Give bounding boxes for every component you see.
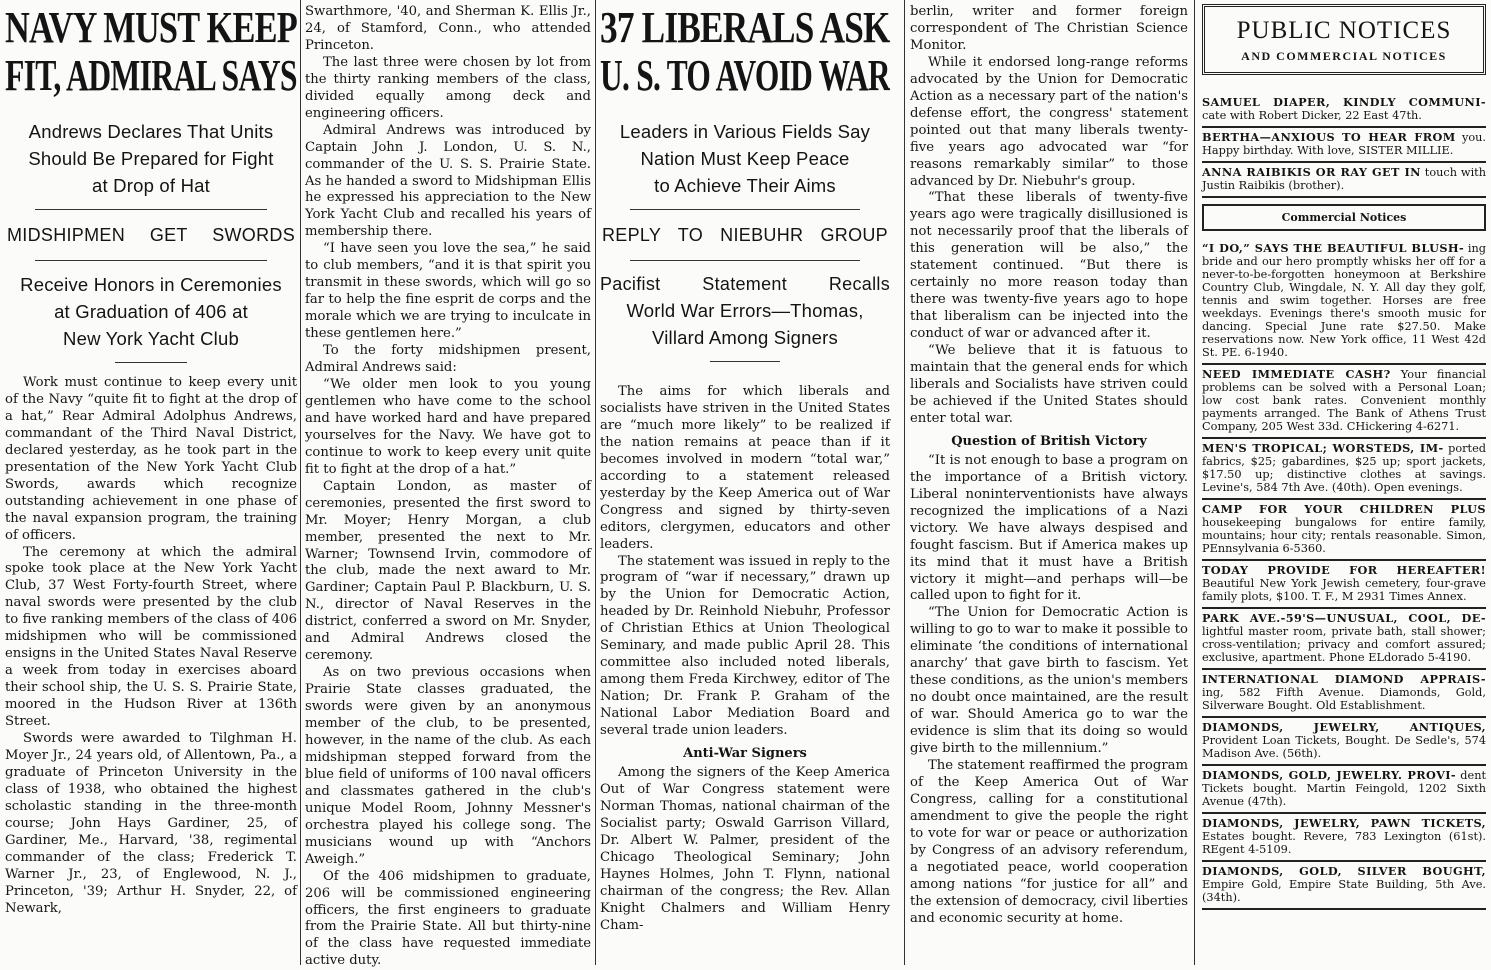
- notice-body: Provident Loan Tickets, Bought. De Sedle's, 574 Madison Ave. (56th).: [1202, 734, 1486, 760]
- notice-lead: BERTHA—ANXIOUS TO HEAR FROM: [1202, 130, 1456, 144]
- article-liberals-column-2: [910, 4, 1188, 928]
- paragraph: “I have seen you love the sea,” he said to club members, “and it is that spirit you transmit in these swords, which will go so far to help the fine esprit de corps and the morale which we are trying to inculcate in these gentlemen here.”: [305, 241, 591, 342]
- deck-line: Pacifist Statement Recalls: [600, 274, 890, 294]
- notice-lead: DIAMONDS, GOLD, JEWELRY. PROVI-: [1202, 768, 1457, 782]
- deck-line: Receive Honors in Ceremonies: [20, 274, 282, 295]
- public-notices-column: [1202, 4, 1486, 910]
- notice-body: dent Tickets bought. Martin Feingold, 1202 Sixth Avenue (47th).: [1202, 769, 1487, 808]
- notice-body: ing bride and our hero promptly whisks her off for a never-to-be-forgotten honeymoon at Berkshire Country Club, Wingdale, N. Y. All day they golf, tennis and swim together. Horses are free weekdays. Evenings there's smooth music for dancing. Special June rate $27.50. Make reservations now. New York office, 11 West 42d St. PE. 6-1940.: [1202, 242, 1486, 359]
- deck: [600, 118, 890, 199]
- notice-item: [1202, 718, 1486, 766]
- notice-lead: ANNA RAIBIKIS OR RAY GET IN: [1202, 165, 1421, 179]
- paragraph: Captain London, as master of ceremonies, presented the first sword to Mr. Moyer; Henry Morgan, a club member, presented the next to Mr. Warner; Townsend Irvin, commodore of the club, made the next award to Mr. Gardiner; Captain Paul P. Blackburn, U. S. N., director of Naval Reserves in the district, conferred a sword on Mr. Snyder, and Admiral Andrews closed the ceremony.: [305, 478, 591, 664]
- paragraph: “It is not enough to base a program on the importance of a British victory. Liberal noninterventionists have always recognized the implications of a Nazi victory. We have always despised and fought fascism. But if America makes up its mind that it must have a British victory it might—and perhaps will—be called upon to fight for it.: [910, 452, 1188, 604]
- notice-body: lightful master room, private bath, stall shower; cross-ventilation; privacy and comfort assured; exclusive, apartment. Phone ELdorado 5-4190.: [1202, 625, 1486, 664]
- divider: [630, 209, 860, 210]
- notice-lead: NEED IMMEDIATE CASH?: [1202, 367, 1391, 381]
- paragraph: “The Union for Democratic Action is willing to go to war to make it possible to eliminate ‘the conditions of international anarchy’ that gave birth to fascism. Yet these conditions, as the union's members no doubt once maintained, are the result of war. Should America go to war the evidence is slim that its doing so would give birth to the millennium.”: [910, 605, 1188, 757]
- notice-body: ing, 582 Fifth Avenue. Diamonds, Gold, Silverware Bought. Old Establishment.: [1202, 686, 1486, 712]
- deck-2: [5, 271, 297, 352]
- deck-line: at Drop of Hat: [92, 175, 210, 196]
- notice-lead: MEN'S TROPICAL; WORSTEDS, IM-: [1202, 441, 1444, 455]
- notice-body: touch with Justin Raibikis (brother).: [1202, 166, 1486, 192]
- notice-lead: DIAMONDS, JEWELRY, ANTIQUES,: [1202, 720, 1486, 734]
- commercial-notices-label: Commercial Notices: [1202, 204, 1486, 231]
- article-body: [910, 4, 1188, 928]
- notice-body: cate with Robert Dicker, 22 East 47th.: [1202, 109, 1422, 122]
- article-body: [305, 4, 591, 970]
- notice-body: Beautiful New York Jewish cemetery, four-grave family plots, $100. T. F., M 2931 Times Annex.: [1202, 577, 1486, 603]
- column-rule: [595, 0, 596, 965]
- article-liberals-column-1: [600, 4, 890, 935]
- notice-item: [1202, 239, 1486, 365]
- article-navy-column-2: [305, 4, 591, 970]
- public-notices-list: [1202, 93, 1486, 198]
- headline-line: U. S. TO AVOID WAR: [600, 52, 890, 100]
- paragraph: Among the signers of the Keep America Out of War Congress statement were Norman Thomas, national chairman of the Socialist party; Oswald Garrison Villard, Dr. Albert W. Palmer, president of the Chicago Theological Seminary; John Haynes Holmes, John T. Flynn, national chairman of the congress; the Rev. Allan Knight Chalmers and William Henry Cham-: [600, 765, 890, 933]
- paragraph: Swords were awarded to Tilghman H. Moyer Jr., 24 years old, of Allentown, Pa., a graduate of Princeton University in the class of 1938, who obtained the highest scholastic standing in the three-month course; John Hays Gardiner, 25, of Gardiner, Me., Harvard, '38, regimental commander of the class; Frederick T. Warner Jr., 23, of Englewood, N. J., Princeton, '39; Arthur H. Snyder, 22, of Newark,: [5, 731, 297, 916]
- notice-body: Empire Gold, Empire State Building, 5th Ave. (34th).: [1202, 878, 1486, 904]
- notice-item: [1202, 163, 1486, 198]
- article-body: [5, 375, 297, 918]
- column-rule: [300, 0, 301, 965]
- notice-item: [1202, 670, 1486, 718]
- divider: [115, 362, 187, 363]
- paragraph: The last three were chosen by lot from the thirty ranking members of the class, divided equally among deck and engineering officers.: [305, 54, 591, 121]
- headline-line: NAVY MUST KEEP: [5, 4, 297, 52]
- paragraph: The statement was issued in reply to the program of “war if necessary,” drawn up by the Union for Democratic Action, headed by Dr. Reinhold Niebuhr, Professor of Christian Ethics at Union Theological Seminary, and made public April 28. This committee also included noted liberals, among them Freda Kirchwey, editor of The Nation; Dr. Frank P. Graham of the National Labor Mediation Board and several trade union leaders.: [600, 553, 890, 739]
- section-heading: Question of British Victory: [951, 433, 1147, 449]
- deck-2: [600, 271, 890, 351]
- paragraph: berlin, writer and former foreign correspondent of The Christian Science Monitor.: [910, 4, 1188, 53]
- public-notices-header: [1202, 4, 1486, 75]
- notice-item: [1202, 814, 1486, 862]
- deck-line: Leaders in Various Fields Say: [619, 121, 871, 142]
- notice-item: [1202, 365, 1486, 439]
- notice-item: [1202, 128, 1486, 163]
- divider: [710, 361, 780, 362]
- deck-line: to Achieve Their Aims: [654, 175, 836, 196]
- deck-line: New York Yacht Club: [63, 328, 239, 349]
- notice-lead: SAMUEL DIAPER, KINDLY COMMUNI-: [1202, 95, 1486, 109]
- column-rule: [904, 0, 905, 965]
- notices-title: PUBLIC NOTICES: [1236, 17, 1452, 44]
- notice-item: [1202, 439, 1486, 500]
- deck-line: Andrews Declares That Units: [28, 121, 274, 142]
- subhead: REPLY TO NIEBUHR GROUP: [602, 225, 888, 245]
- notice-lead: DIAMONDS, JEWELRY, PAWN TICKETS,: [1202, 816, 1486, 830]
- notice-item: [1202, 500, 1486, 561]
- paragraph: While it endorsed long-range reforms advocated by the Union for Democratic Action as a necessary part of the nation's defense effort, the congress' statement pointed out that many liberals twenty-five years ago advocated war “for reasons remarkably similar” to those advanced by Dr. Niebuhr's group.: [910, 54, 1188, 189]
- paragraph: Work must continue to keep every unit of the Navy “quite fit to fight at the drop of a hat,” Rear Admiral Adolphus Andrews, commandant of the Third Naval District, declared yesterday, as he took part in the presentation of the New York Yacht Club Swords, awards which recognize outstanding achievement in one phase of the naval expansion program, the training of officers.: [5, 375, 297, 543]
- paragraph: As on two previous occasions when Prairie State classes graduated, the swords were given by an anonymous member of the club, to be presented, however, in the name of the club. As each midshipman stepped forward from the blue field of uniforms of 100 naval officers and classmates gathered in the club's unique Model Room, Johnny Messner's orchestra played his college song. The musicians wound up with “Anchors Aweigh.”: [305, 665, 591, 867]
- divider: [35, 209, 267, 210]
- notice-lead: INTERNATIONAL DIAMOND APPRAIS-: [1202, 672, 1486, 686]
- notice-body: ported fabrics, $25; gabardines, $25 up; sport jackets, $17.50 up; distinctive clothes at savings. Levine's, 584 7th Ave. (40th). Open evenings.: [1202, 442, 1487, 494]
- deck: [5, 118, 297, 199]
- paragraph: “That these liberals of twenty-five years ago were tragically disillusioned is not necessarily proof that the liberals of this generation will be also,” the statement continued. “But there is certainly no more reason today than there was twenty-five years ago to hope that liberalism can be injected into the conduct of war or advanced after it.: [910, 190, 1188, 342]
- deck-line: at Graduation of 406 at: [54, 301, 248, 322]
- notice-body: Estates bought. Revere, 783 Lexington (61st). REgent 4-5109.: [1202, 830, 1486, 856]
- notice-lead: “I DO,” SAYS THE BEAUTIFUL BLUSH-: [1202, 241, 1465, 255]
- notice-body: you. Happy birthday. With love, SISTER MILLIE.: [1202, 131, 1486, 157]
- paragraph: The aims for which liberals and socialists have striven in the United States are “much more likely” to be realized if the nation remains at peace than if it becomes involved in modern “total war,” according to a statement released yesterday by the Keep America out of War Congress and signed by thirty-seven editors, clergymen, educators and other leaders.: [600, 384, 890, 552]
- notice-item: [1202, 609, 1486, 670]
- paragraph: “We older men look to you young gentlemen who have come to the school and have worked hard and have prepared yourselves for the Navy. We have got to continue to work to keep every unit quite fit to fight at the drop of a hat.”: [305, 376, 591, 477]
- paragraph: “We believe that it is fatuous to maintain that the general ends for which liberals and Socialists have striven could be achieved if the United States should enter total war.: [910, 343, 1188, 426]
- article-body: [600, 384, 890, 935]
- notices-subtitle: AND COMMERCIAL NOTICES: [1241, 49, 1447, 63]
- notice-item: [1202, 766, 1486, 814]
- deck-line: Should Be Prepared for Fight: [28, 148, 274, 169]
- paragraph: The ceremony at which the admiral spoke took place at the New York Yacht Club, 37 West Forty-fourth Street, where naval swords were presented by the club to five ranking members of the class of 406 midshipmen who will be commissioned ensigns in the United States Naval Reserve a week from today in exercises aboard their school ship, the U. S. S. Prairie State, moored in the Hudson River at 136th Street.: [5, 544, 297, 730]
- notice-lead: CAMP FOR YOUR CHILDREN PLUS: [1202, 502, 1486, 516]
- notice-item: [1202, 561, 1486, 609]
- headline-line: FIT, ADMIRAL SAYS: [5, 52, 297, 100]
- section-heading: Anti-War Signers: [683, 746, 807, 762]
- paragraph: Of the 406 midshipmen to graduate, 206 will be commissioned engineering officers, the first engineers to graduate from the Prairie State. All but thirty-nine of the class have requested immediate active duty.: [305, 868, 591, 969]
- paragraph: The statement reaffirmed the program of the Keep America Out of War Congress, calling for a constitutional amendment to give the people the right to vote for war or peace or authorization by Congress of an advisory referendum, a negotiated peace, world cooperation among nations “for justice for all” and the extension of democracy, civil liberties and economic security at home.: [910, 757, 1188, 926]
- notice-lead: PARK AVE.-59'S—UNUSUAL, COOL, DE-: [1202, 611, 1486, 625]
- column-rule: [1194, 0, 1195, 965]
- notice-body: Your financial problems can be solved with a Personal Loan; low cost bank rates. Convenient monthly payments arranged. The Bank of Athens Trust Company, 205 West 33d. CHickering 4-6271.: [1202, 368, 1486, 433]
- deck-line: Nation Must Keep Peace: [640, 148, 850, 169]
- notice-lead: TODAY PROVIDE FOR HEREAFTER!: [1202, 563, 1486, 577]
- deck-line: Villard Among Signers: [652, 327, 838, 348]
- headline-line: 37 LIBERALS ASK: [600, 4, 890, 52]
- paragraph: Swarthmore, '40, and Sherman K. Ellis Jr., 24, of Stamford, Conn., who attended Princeton.: [305, 4, 591, 53]
- paragraph: Admiral Andrews was introduced by Captain John J. London, U. S. N., commander of the U. S. S. Prairie State. As he handed a sword to Midshipman Ellis he expressed his appreciation to the New York Yacht Club and recalled his years of membership there.: [305, 122, 591, 240]
- notice-item: [1202, 93, 1486, 128]
- notice-lead: DIAMONDS, GOLD, SILVER BOUGHT,: [1202, 864, 1486, 878]
- notice-body: housekeeping bungalows for entire family, mountains; hour city; rentals reasonable. Simon, PEnnsylvania 6-5360.: [1202, 516, 1486, 555]
- deck-line: World War Errors—Thomas,: [626, 300, 864, 321]
- notice-item: [1202, 862, 1486, 910]
- divider: [35, 260, 267, 261]
- subhead: MIDSHIPMEN GET SWORDS: [7, 225, 295, 245]
- paragraph: To the forty midshipmen present, Admiral Andrews said:: [305, 343, 591, 376]
- article-navy-column-1: [5, 4, 297, 918]
- divider: [630, 260, 860, 261]
- commercial-notices-list: [1202, 239, 1486, 910]
